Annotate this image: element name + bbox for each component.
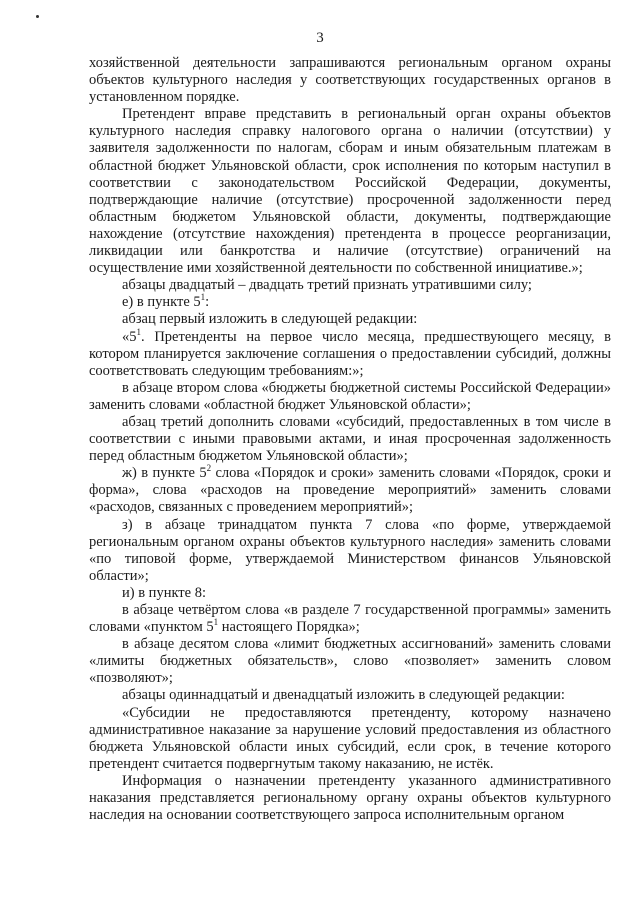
- superscript: 2: [206, 463, 212, 474]
- paragraph-text: е) в пункте 5: [122, 294, 201, 311]
- paragraph-text: абзацы одиннадцатый и двенадцатый изложить в следующей редакции:: [122, 687, 565, 704]
- paragraph: [89, 294, 611, 311]
- paragraph: [89, 773, 611, 824]
- paragraph: [89, 55, 611, 106]
- paragraph: [89, 311, 611, 328]
- paragraph-text: хозяйственной деятельности запрашиваются региональным органом охраны объектов культурного наследия у соответствующих государственных органов в установленном порядке.: [89, 55, 611, 106]
- document-body: [89, 55, 611, 824]
- paragraph-text: в абзаце десятом слова «лимит бюджетных ассигнований» заменить словами «лимиты бюджетных обязательств», слово «позволяет» заменить словом «позволяют»;: [89, 636, 611, 687]
- paragraph-text: в абзаце четвёртом слова «в разделе 7 государственной программы» заменить словами «пунктом 5: [89, 602, 611, 636]
- scan-mark: [36, 15, 39, 18]
- paragraph: [89, 585, 611, 602]
- paragraph: [89, 277, 611, 294]
- superscript: 1: [200, 292, 206, 303]
- paragraph-text: и) в пункте 8:: [122, 584, 206, 601]
- paragraph: [89, 414, 611, 465]
- paragraph-text: з) в абзаце тринадцатом пункта 7 слова «по форме, утверждаемой региональным органом охраны объектов культурного наследия» заменить словами «по типовой форме, утверждаемой Министерством финансов Ульяновской области»;: [89, 516, 611, 584]
- superscript: 1: [136, 326, 141, 337]
- paragraph: [89, 106, 611, 277]
- paragraph: [89, 602, 611, 636]
- paragraph-text: абзац третий дополнить словами «субсидий, предоставленных в том числе в соответствии с иными правовыми актами, и иная просроченная задолженность перед областным бюджетом Ульяновской области»;: [89, 413, 611, 465]
- paragraph-text: «Субсидии не предоставляются претенденту, которому назначено административное наказание за нарушение условий предоставления из областного бюджета Ульяновской области иных субсидий, если срок, в течение которого претендент считается подвергнутым такому наказанию, не истёк.: [89, 704, 611, 772]
- paragraph: [89, 687, 611, 704]
- paragraph-text: настоящего Порядка»;: [218, 619, 360, 636]
- paragraph-text: . Претенденты на первое число месяца, предшествующего месяцу, в котором планируется заключение соглашения о предоставлении субсидий, должны соответствовать следующим требованиям:»;: [89, 328, 611, 379]
- paragraph: [89, 517, 611, 585]
- paragraph-text: :: [205, 294, 210, 311]
- paragraph: [89, 380, 611, 414]
- paragraph-text: в абзаце втором слова «бюджеты бюджетной системы Российской Федерации» заменить словами «областной бюджет Ульяновской области»;: [89, 379, 611, 413]
- paragraph-text: слова «Порядок и сроки» заменить словами «Порядок, сроки и форма», слова «расходов на проведение мероприятий» заменить словами «расходов, связанных с проведением мероприятий»;: [89, 465, 611, 516]
- paragraph: [89, 636, 611, 687]
- page-number: 3: [316, 30, 324, 46]
- paragraph: [89, 705, 611, 773]
- paragraph-text: «5: [122, 328, 137, 345]
- paragraph-text: абзац первый изложить в следующей редакции:: [122, 311, 418, 328]
- paragraph-text: Претендент вправе представить в региональный орган охраны объектов культурного наследия справку налогового органа о наличии (отсутствии) у заявителя задолженности по налогам, сборам и иным обязательным платежам в областной бюджет Ульяновской области, срок исполнения по которым наступил в соответствии с законодательством Российской Федерации, документы, подтверждающие наличие (отсутствие) просроченной задолженности перед областным бюджетом Ульяновской области, документы, подтверждающие нахождение (отсутствие нахождения) претендента в процессе реорганизации, ликвидации или банкротства и наличие (отсутствие) ограничений на осуществление ими хозяйственной деятельности по собственной инициативе.»;: [89, 106, 611, 277]
- superscript: 1: [213, 617, 219, 628]
- paragraph-text: Информация о назначении претенденту указанного административного наказания представляется региональному органу охраны объектов культурного наследия на основании соответствующего запроса исполнительным органом: [89, 772, 611, 824]
- paragraph-text: абзацы двадцатый – двадцать третий признать утратившими силу;: [122, 277, 532, 294]
- paragraph: [89, 465, 611, 516]
- paragraph-text: ж) в пункте 5: [122, 465, 207, 482]
- paragraph: [89, 326, 611, 380]
